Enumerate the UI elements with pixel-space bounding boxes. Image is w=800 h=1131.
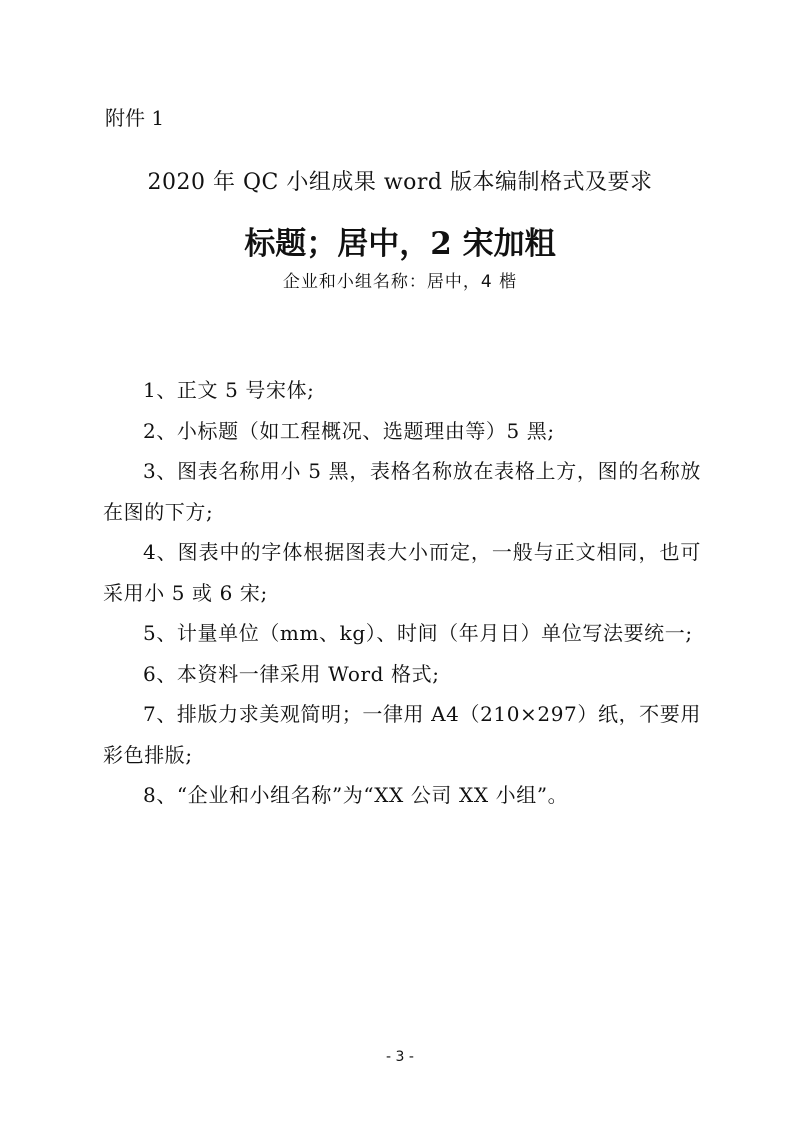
heading-title: 标题；居中，2 宋加粗 [244, 226, 556, 262]
requirement-item-5: 5、计量单位（mm、kg）、时间（年月日）单位写法要统一; [143, 621, 693, 645]
subtitle: 企业和小组名称：居中，4 楷 [282, 272, 518, 292]
requirement-item-8: 8、“企业和小组名称”为“XX 公司 XX 小组”。 [143, 783, 569, 807]
requirement-item-2: 2、小标题（如工程概况、选题理由等）5 黑; [143, 418, 555, 443]
attachment-label: 附件 1 [105, 106, 165, 130]
requirement-item-1: 1、正文 5 号宋体; [143, 378, 315, 402]
requirement-item-3: 3、图表名称用小 5 黑，表格名称放在表格上方，图的名称放在图的下方; [103, 459, 701, 524]
main-title: 2020 年 QC 小组成果 word 版本编制格式及要求 [147, 170, 653, 195]
page-number: - 3 - [386, 1049, 414, 1065]
requirement-item-4: 4、图表中的字体根据图表大小而定，一般与正文相同，也可采用小 5 或 6 宋; [103, 540, 701, 605]
requirement-item-7: 7、排版力求美观简明；一律用 A4（210×297）纸，不要用彩色排版; [103, 702, 701, 767]
requirement-item-6: 6、本资料一律采用 Word 格式; [143, 661, 440, 686]
requirements-list [103, 370, 701, 816]
